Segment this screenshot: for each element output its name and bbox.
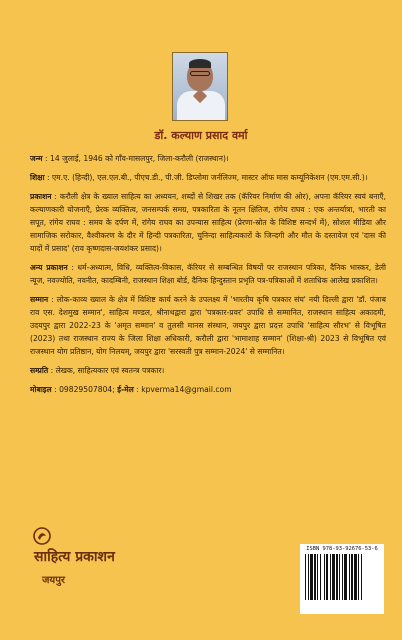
publisher-city: जयपुर xyxy=(42,575,65,586)
publisher-logo-icon xyxy=(33,527,51,545)
mobile-value: : 09829507804; xyxy=(54,385,115,394)
bio-label: प्रकाशन xyxy=(30,192,52,201)
barcode xyxy=(300,544,384,614)
bio-text: : 14 जुलाई, 1946 को गाँव-मासलपुर, जिला-करौली (राजस्थान)। xyxy=(45,154,229,163)
bio-contact xyxy=(30,383,386,396)
publisher-name: साहित्य प्रकाशन xyxy=(34,549,115,565)
bio-label: सम्प्रति xyxy=(30,366,49,375)
barcode-bars xyxy=(304,554,380,610)
author-photo xyxy=(172,52,228,121)
bio-honours xyxy=(30,293,386,358)
bio-label: शिक्षा xyxy=(30,173,45,182)
bio-label: सम्मान xyxy=(30,295,49,304)
bio-text: : लोक-काव्य ख्याल के क्षेत्र में विशिष्ट कार्य करने के उपलक्ष्य में 'भारतीय कृषि पत्रकार संघ' नयी दिल्ली द्वारा 'डॉ. पंजाब राव एस. देशमुख सम्मान', साहित्य मण्डल, श्रीनाथद्वारा द्वारा 'पत्रकार-प्रवर' उपाधि से सम्मानित, राजस्थान साहित्य अकादमी, उदयपुर द्वारा 2022-23 के 'अमृत सम्मान' व तुलसी मानस संस्थान, जयपुर द्वारा प्रदत्त उपाधि 'साहित्य सौरभ' से विभूषित (2023) तथा राजस्थान राज्य के जिला शिक्षा अधिकारी, करौली द्वारा 'भामाशाह सम्मान' (शिक्षा-श्री) 2023 से विभूषित एवं राजस्थान योग प्रतिष्ठान, योग निलयम्, जयपुर द्वारा 'सरस्वती पुत्र सम्मान-2024' से सम्मानित। xyxy=(30,295,386,356)
bio-publications xyxy=(30,190,386,255)
email-label: ई-मेल xyxy=(117,385,134,394)
bio-other-publications xyxy=(30,261,386,287)
bio-text: : धर्म-अध्यात्म, विधि, व्यक्तित्व-विकास, कॅरियर से सम्बन्धित विषयों पर राजस्थान पत्रिका, दैनिक भास्कर, डेली न्यूज, नवज्योति, नवनीत, कादम्बिनी, राजस्थान शिक्षा बोर्ड, दैनिक हिन्दुस्तान प्रभृति पत्र-पत्रिकाओं में शताधिक आलेख प्रकाशित। xyxy=(30,263,386,285)
publisher-logo xyxy=(30,527,140,617)
author-name: डॉ. कल्याण प्रसाद वर्मा xyxy=(154,129,248,142)
isbn-number: ISBN 978-93-92676-53-6 xyxy=(306,546,378,552)
bio-label: जन्म xyxy=(30,154,43,163)
bio-text: : एम.ए. (हिन्दी), एल.एल.बी., पीएच.डी., पी.जी. डिप्लोमा जर्नलिज्म, मास्टर ऑफ मास कम्यूनिकेशन (एम.एम.सी.)। xyxy=(46,173,368,182)
bio-text: : लेखक, साहित्यकार एवं स्वतन्त्र पत्रकार। xyxy=(50,366,165,375)
bio-education xyxy=(30,171,386,184)
bio-label: अन्य प्रकाशन xyxy=(30,263,68,272)
bio-birth xyxy=(30,152,386,165)
bio-current xyxy=(30,364,386,377)
bio-text: : करौली क्षेत्र के ख्याल साहित्य का अध्ययन, शब्दों से शिखर तक (कॅरियर निर्माण की ओर), अपना कॅरियर स्वयं बनाएँ, कल्याणकारी योजनाएँ, प्रेरक व्यक्तित्व, जनसम्पर्क समग्र, पत्रकारिता के नूतन क्षितिज, रांगेय राघव : एक अन्तर्यात्रा, भारती का सपूत, रांगेय राघव : समय के दर्पण में, रांगेय राघव का उपन्यास साहित्य (प्रेरणा-स्रोत के विशिष्ट सन्दर्भ में), सोशल मीडिया और सामाजिक सरोकार, वैश्वीकरण के दौर में हिन्दी पत्रकारिता, चुनिन्दा साहित्यकारों के जिन्दगी और मौत के दस्तावेज एवं 'दास की यादों में प्रसाद' (राव कृष्णदास-जयशंकर प्रसाद)। xyxy=(30,192,386,253)
email-value: : kpverma14@gmail.com xyxy=(136,385,232,394)
author-bio xyxy=(30,152,386,402)
mobile-label: मोबाइल xyxy=(30,385,52,394)
